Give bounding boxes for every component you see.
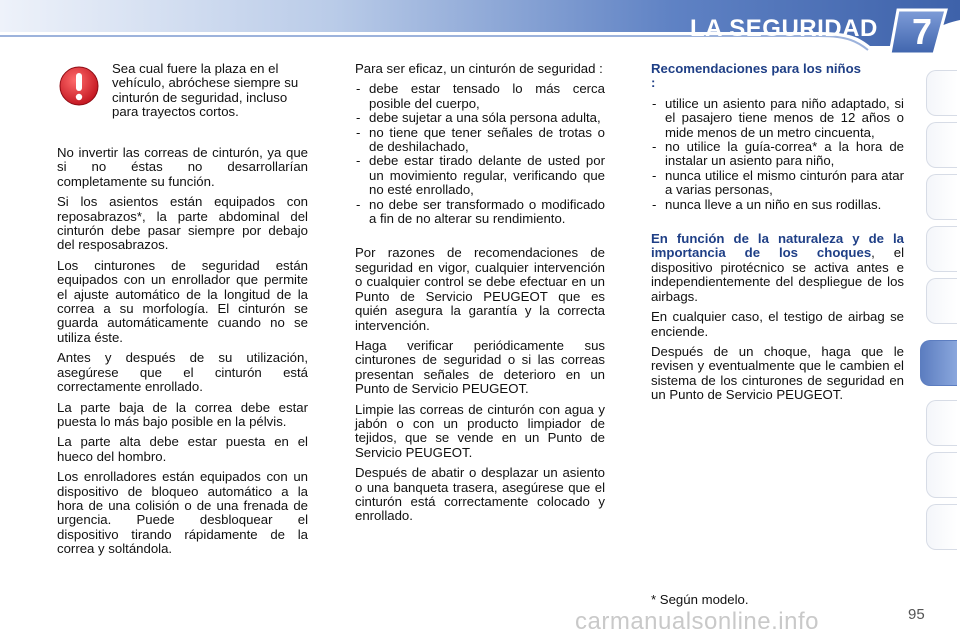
- watermark-text: carmanualsonline.info: [575, 608, 819, 635]
- chapter-tab[interactable]: [926, 226, 957, 272]
- paragraph: Limpie las correas de cinturón con agua y jabón o con un producto limpiador de tejidos, que se vende en un Punto de Servicio PEUGEOT.: [355, 401, 605, 460]
- chapter-tab[interactable]: [926, 174, 957, 220]
- list-item: - nunca utilice el mismo cinturón para atar a varias personas,: [651, 169, 904, 198]
- list-item: - no tiene que tener señales de trotas o de deshilachado,: [355, 126, 605, 155]
- inline-text: , el dispositivo pirotécnico se activa antes e independientemente del despliegue de los airbags.: [651, 245, 904, 304]
- list-item: - debe estar tensado lo más cerca posible del cuerpo,: [355, 82, 605, 111]
- paragraph: La parte baja de la correa debe estar puesta lo más bajo posible en la pélvis.: [57, 399, 308, 429]
- column-middle: [355, 62, 605, 530]
- inline-heading: En función de la naturaleza y de la importancia de los choques: [651, 231, 904, 261]
- paragraph: Los enrolladores están equipados con un dispositivo de bloqueo automático a la hora de una colisión o de una frenada de urgencia. Puede desbloquear el dispositivo tirando rápidamente de la correa y soltándola.: [57, 469, 308, 557]
- list-item: - no utilice la guía-correa* a la hora de instalar un asiento para niño,: [651, 140, 904, 169]
- section-title: LA SEGURIDAD: [690, 15, 878, 42]
- list-item: - debe sujetar a una sóla persona adulta,: [355, 111, 605, 125]
- paragraph: La parte alta debe estar puesta en el hueco del hombro.: [57, 434, 308, 464]
- chapter-number: 7: [911, 11, 933, 52]
- intro-text: Para ser eficaz, un cinturón de seguridad :: [355, 61, 603, 76]
- exclamation-circle-icon: [58, 65, 100, 107]
- page-header: [0, 0, 960, 58]
- column-right: [651, 62, 904, 409]
- paragraph: Después de un choque, haga que le revisen y eventualmente que le cambien el sistema de los cinturones de seguridad en un Punto de Servicio PEUGEOT.: [651, 343, 904, 403]
- children-list: [651, 97, 904, 212]
- requirements-list: [355, 82, 605, 226]
- list-item: - no debe ser transformado o modificado a fin de no alterar su rendimiento.: [355, 198, 605, 227]
- chapter-tab[interactable]: [926, 70, 957, 116]
- page-number: 95: [908, 606, 925, 623]
- paragraph: En cualquier caso, el testigo de airbag se enciende.: [651, 309, 904, 339]
- chapter-tab-active[interactable]: [920, 340, 957, 386]
- list-item: - nunca lleve a un niño en sus rodillas.: [651, 198, 904, 212]
- paragraph: Si los asientos están equipados con reposabrazos*, la parte abdominal del cinturón debe pasar siempre por debajo del resposabrazos.: [57, 194, 308, 253]
- chapter-tab[interactable]: [926, 400, 957, 446]
- column-left: [57, 146, 308, 563]
- paragraph: Por razones de recomendaciones de seguridad en vigor, cualquier intervención o cualquier control se debe efectuar en un Punto de Servicio PEUGEOT que es quién asegura la garantía y la correcta intervención.: [355, 245, 605, 333]
- paragraph: No invertir las correas de cinturón, ya que si no éstas no desarrollarían completamente su función.: [57, 145, 308, 189]
- chapter-tab[interactable]: [926, 504, 957, 550]
- list-item: - utilice un asiento para niño adaptado, si el pasajero tiene menos de 12 años o mide menos de un metro cincuenta,: [651, 97, 904, 140]
- section-heading: Recomendaciones para los niños :: [651, 61, 861, 91]
- paragraph: Después de abatir o desplazar un asiento o una banqueta trasera, asegúrese que el cinturón está correctamente colocado y enrollado.: [355, 465, 605, 524]
- chapter-tab[interactable]: [926, 122, 957, 168]
- chapter-tab[interactable]: [926, 452, 957, 498]
- chapter-tabs: [926, 62, 960, 578]
- airbag-paragraph: [651, 232, 904, 304]
- footnote: * Según modelo.: [651, 592, 749, 607]
- list-item: - debe estar tirado delante de usted por un movimiento regular, verificando que no esté enrollado,: [355, 154, 605, 197]
- paragraph: Antes y después de su utilización, asegúrese que el cinturón está correctamente enrollado.: [57, 350, 308, 395]
- paragraph: Los cinturones de seguridad están equipados con un enrollador que permite el ajuste automático de la longitud de la correa a su morfología. El cinturón se guarda automáticamente cuando no se utiliza éste.: [57, 257, 308, 345]
- chapter-tab[interactable]: [926, 278, 957, 324]
- paragraph: Haga verificar periódicamente sus cinturones de seguridad o si las correas presentan señales de deterioro en un Punto de Servicio PEUGEOT.: [355, 337, 605, 397]
- warning-text: Sea cual fuere la plaza en el vehículo, abróchese siempre su cinturón de seguridad, incluso para trayectos cortos.: [112, 61, 299, 120]
